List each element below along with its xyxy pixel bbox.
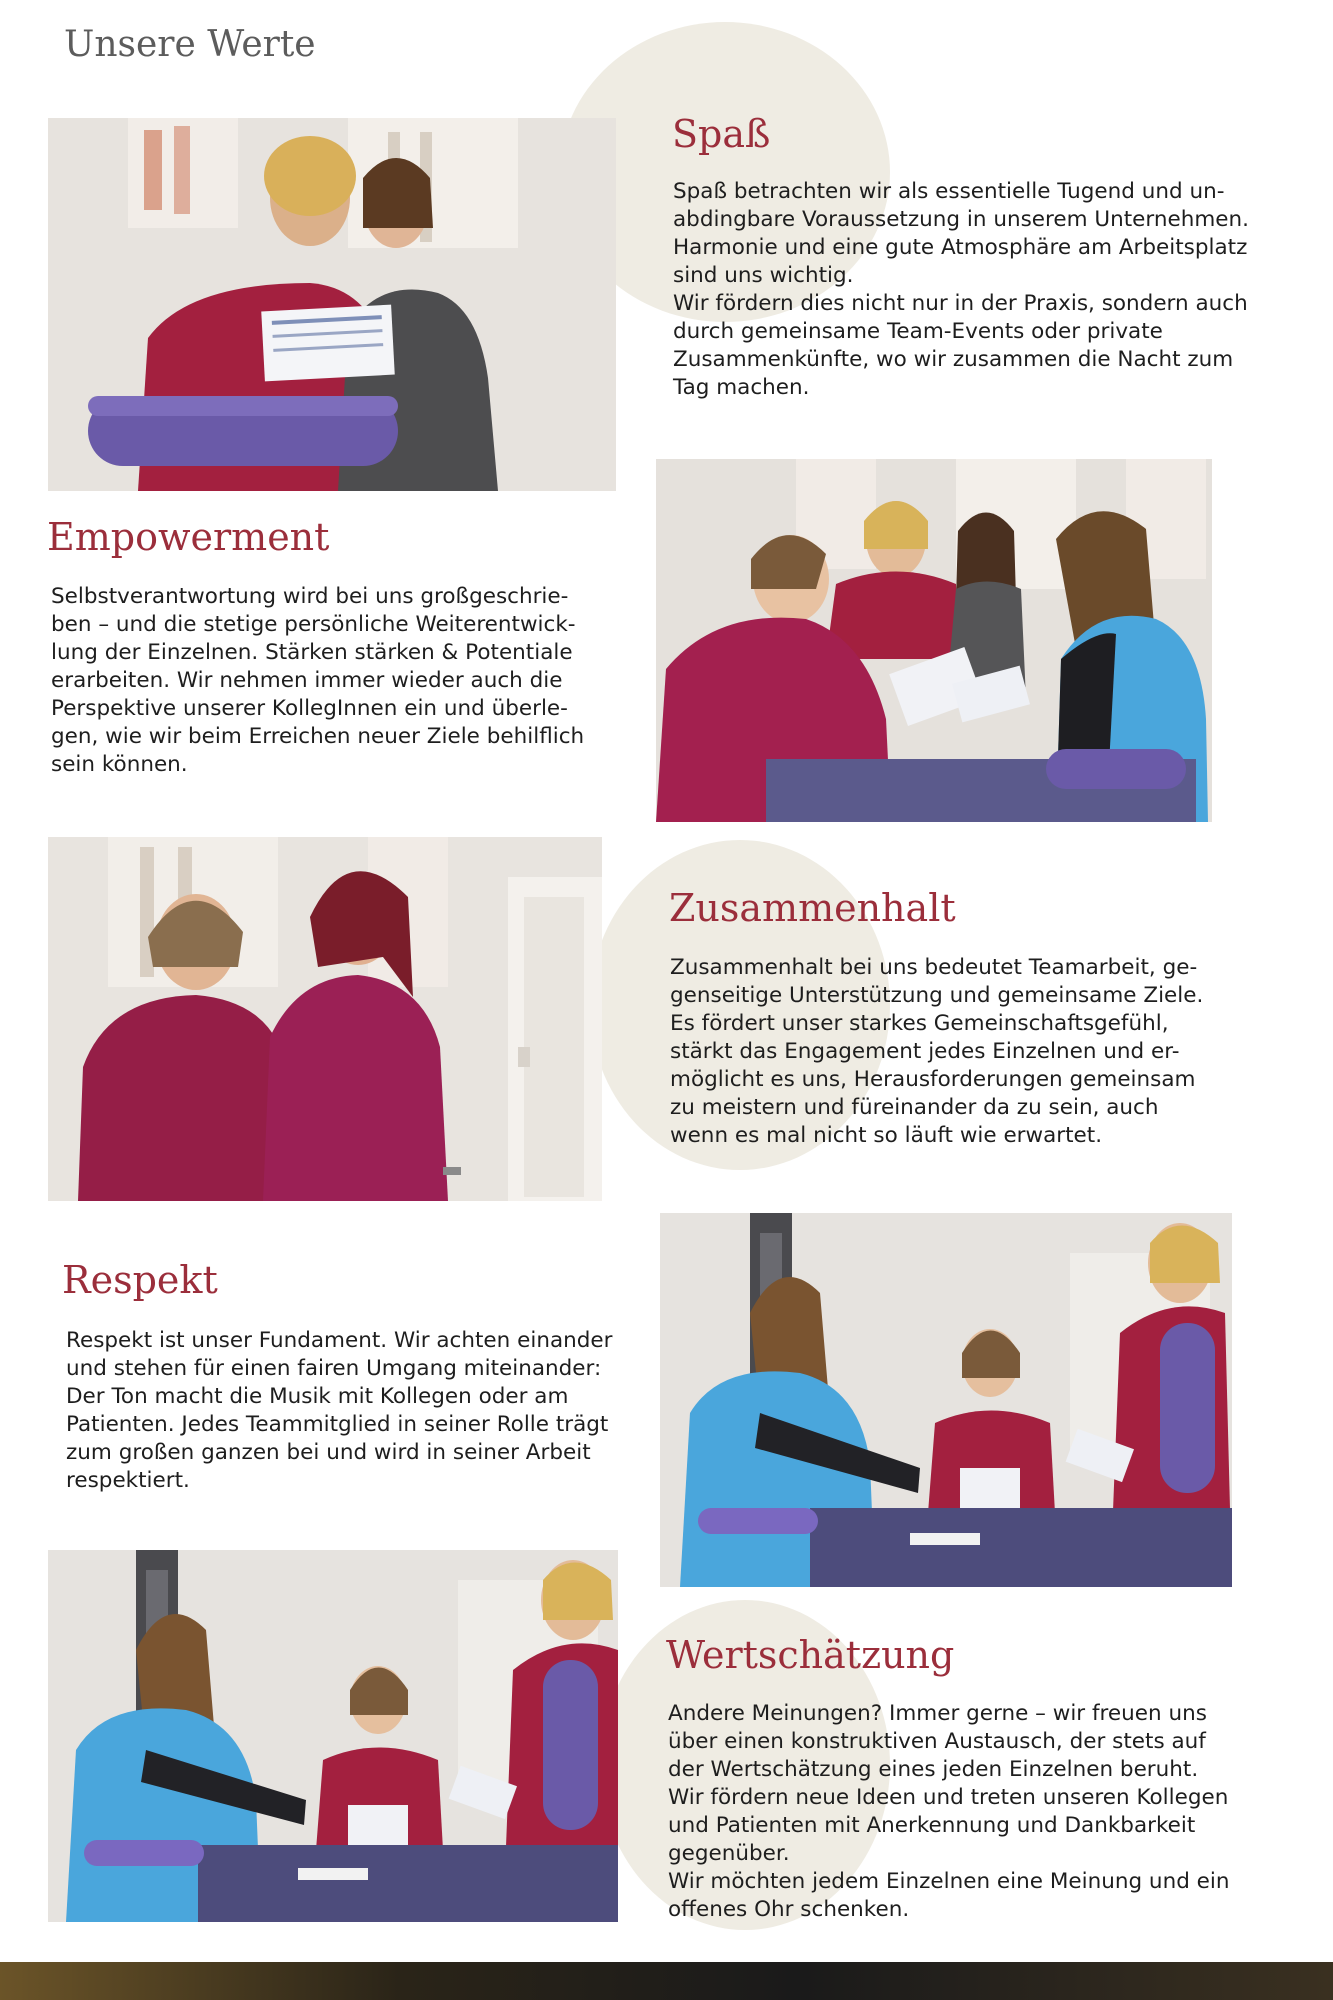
- footer-image-strip: [0, 1962, 1333, 2000]
- photo-team-exchange: [48, 1550, 618, 1922]
- section-heading-empowerment: Empowerment: [47, 515, 330, 559]
- page-title: Unsere Werte: [64, 24, 316, 65]
- section-text-spass: Spaß betrachten wir als essentielle Tugend und un- abdingbare Voraussetzung in unserem Unternehmen. Harmonie und eine gute Atmosphäre am Arbeitsplatz sind uns wichtig. Wir fördern dies nicht nur in der Praxis, sondern auch durch gemeinsame Team-Events oder private Zusammenkünfte, wo wir zusammen die Nacht zum Tag machen.: [673, 179, 1249, 400]
- section-heading-zusammenhalt: Zusammenhalt: [669, 886, 956, 930]
- section-text-zusammenhalt: Zusammenhalt bei uns bedeutet Teamarbeit, ge- genseitige Unterstützung und gemeinsame Ziele. Es fördert unser starkes Gemeinschaftsgefühl, stärkt das Engagement jedes Einzelnen und er- möglicht es uns, Herausforderungen gemeinsam zu meistern und füreinander da zu sein, auch wenn es mal nicht so läuft wie erwartet.: [670, 955, 1204, 1148]
- photo-handing-papers: [660, 1213, 1232, 1587]
- section-heading-wertschaetzung: Wertschätzung: [666, 1633, 955, 1677]
- section-heading-respekt: Respekt: [62, 1258, 218, 1302]
- section-text-wertschaetzung: Andere Meinungen? Immer gerne – wir freuen uns über einen konstruktiven Austausch, der stets auf der Wertschätzung eines jeden Einzelnen beruht. Wir fördern neue Ideen und treten unseren Kollegen und Patienten mit Anerkennung und Dankbarkeit gegenüber. Wir möchten jedem Einzelnen eine Meinung und ein offenes Ohr schenken.: [668, 1701, 1230, 1922]
- section-heading-spass: Spaß: [672, 112, 771, 156]
- section-text-respekt: Respekt ist unser Fundament. Wir achten einander und stehen für einen fairen Umgang miteinander: Der Ton macht die Musik mit Kollegen oder am Patienten. Jedes Teammitglied in seiner Rolle trägt zum großen ganzen bei und wird in seiner Arbeit respektiert.: [66, 1328, 613, 1493]
- photo-two-colleagues: [48, 837, 602, 1201]
- photo-team-reading: [48, 118, 616, 491]
- photo-group-discussion: [656, 459, 1212, 822]
- section-text-empowerment: Selbstverantwortung wird bei uns großgeschrie- ben – und die stetige persönliche Weiterentwick- lung der Einzelnen. Stärken stärken & Potentiale erarbeiten. Wir nehmen immer wieder auch die Perspektive unserer KollegInnen ein und überle- gen, wie wir beim Erreichen neuer Ziele behilflich sein können.: [51, 584, 585, 777]
